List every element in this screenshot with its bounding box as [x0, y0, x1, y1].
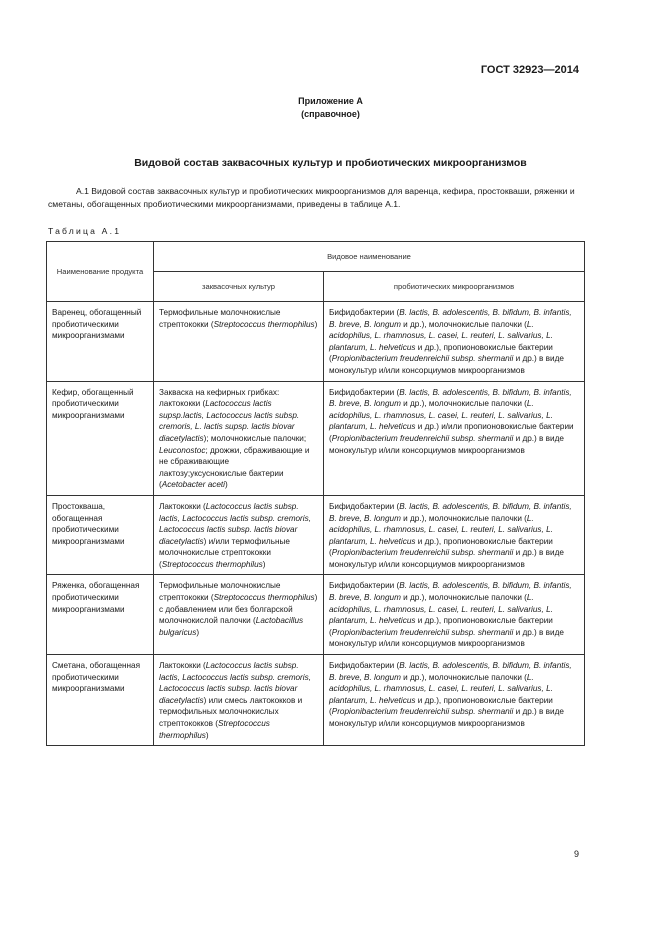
intro-paragraph: А.1 Видовой состав заквасочных культур и пробиотических микроорганизмов для варенца, кефира, простокваши, ряженки и сметаны, обогащенных пробиотическими микроорганизмами, приведены в таблице А.1. — [48, 186, 575, 209]
header-probiotic: пробиотических микроорганизмов — [324, 272, 585, 302]
product-cell: Ряженка, обогащенная пробиотическими микроорганизмами — [47, 575, 154, 655]
product-cell: Сметана, обогащенная пробиотическими микроорганизмами — [47, 655, 154, 746]
table-body — [47, 302, 585, 746]
page-number: 9 — [573, 849, 579, 859]
probiotic-cell: Бифидобактерии (B. lactis, B. adolescentis, B. bifidum, B. infantis, B. breve, B. longum и др.), молочнокислые палочки (L. acidophilus, L. rhamnosus, L. casei, L. reuteri, L. salivarius, L. plantarum, L. helveticus и др.), пропионовокислые бактерии (Propionibacterium freudenreichii subsp. shermanii и др.) в виде монокультур и/или консорциумов микроорганизмов — [324, 575, 585, 655]
starter-cell: Термофильные молочнокислые стрептококки (Streptococcus thermophilus) — [154, 302, 324, 382]
probiotic-cell: Бифидобактерии (B. lactis, B. adolescentis, B. bifidum, B. infantis, B. breve, B. longum и др.), молочнокислые палочки (L. acidophilus, L. rhamnosus, L. casei, L. reuteri, L. salivarius, L. plantarum, L. helveticus и др.), пропионовокислые бактерии (Propionibacterium freudenreichii subsp. shermanii и др.) в виде монокультур и/или консорциумов микроорганизмов — [324, 495, 585, 575]
table-row — [47, 655, 585, 746]
table-row — [47, 302, 585, 382]
table-caption: Таблица А.1 — [48, 226, 122, 236]
standard-number: ГОСТ 32923—2014 — [480, 64, 579, 76]
product-cell: Простокваша, обогащенная пробиотическими микроорганизмами — [47, 495, 154, 575]
header-product: Наименование продукта — [47, 242, 154, 302]
appendix-subtitle: (справочное) — [301, 109, 360, 119]
probiotic-cell: Бифидобактерии (B. lactis, B. adolescentis, B. bifidum, B. infantis, B. breve, B. longum и др.), молочнокислые палочки (L. acidophilus, L. rhamnosus, L. casei, L. reuteri, L. salivarius, L. plantarum, L. helveticus и др.), пропионовокислые бактерии (Propionibacterium freudenreichii subsp. shermanii и др.) в виде монокультур и/или консорциумов микроорганизмов — [324, 302, 585, 382]
table-row — [47, 381, 585, 495]
probiotic-cell: Бифидобактерии (B. lactis, B. adolescentis, B. bifidum, B. infantis, B. breve, B. longum и др.), молочнокислые палочки (L. acidophilus, L. rhamnosus, L. casei, L. reuteri, L. salivarius, L. plantarum, L. helveticus и др.), пропионовокислые бактерии (Propionibacterium freudenreichii subsp. shermanii и др.) в виде монокультур и/или консорциумов микроорганизмов — [324, 655, 585, 746]
starter-cell: Лактококки (Lactococcus lactis subsp. lactis, Lactococcus lactis subsp. cremoris, Lactococcus lactis subsp. lactis biovar diacetylactis) или смесь лактококков и термофильных молочнокислых стрептококков (Streptococcus thermophilus) — [154, 655, 324, 746]
starter-cell: Закваска на кефирных грибках: лактококки (Lactococcus lactis supsp.lactis, Lactococcus lactis subsp. cremoris, L. lactis supsp. lactis biovar diacetylactis); молочнокислые палочки; Leuconostoc; дрожжи, сбраживающие и не сбраживающие лактозу;уксуснокислые бактерии (Acetobacter aceti) — [154, 381, 324, 495]
product-cell: Варенец, обогащенный пробиотическими микроорганизмами — [47, 302, 154, 382]
starter-cell: Термофильные молочнокислые стрептококки (Streptococcus thermophilus) с добавлением или без болгарской молочнокислой палочки (Lactobacillus bulgaricus) — [154, 575, 324, 655]
table-row — [47, 575, 585, 655]
header-starter: заквасочных культур — [154, 272, 324, 302]
species-table — [46, 241, 585, 746]
appendix-title: Приложение А — [298, 96, 363, 106]
product-cell: Кефир, обогащенный пробиотическими микроорганизмами — [47, 381, 154, 495]
starter-cell: Лактококки (Lactococcus lactis subsp. lactis, Lactococcus lactis subsp. cremoris, Lactococcus lactis subsp. lactis biovar diacetylactis) и/или термофильные молочнокислые стрептококки (Streptococcus thermophilus) — [154, 495, 324, 575]
appendix-heading — [0, 95, 661, 121]
header-species: Видовое наименование — [154, 242, 585, 272]
table-row — [47, 495, 585, 575]
section-title: Видовой состав заквасочных культур и пробиотических микроорганизмов — [134, 157, 527, 169]
probiotic-cell: Бифидобактерии (B. lactis, B. adolescentis, B. bifidum, B. infantis, B. breve, B. longum и др.), молочнокислые палочки (L. acidophilus, L. rhamnosus, L. casei, L. reuteri, L. salivarius, L. plantarum, L. helveticus и др.) и/или пропионовокислые бактерии (Propionibacterium freudenreichii subsp. shermanii и др.) в виде монокультур и/или консорциумов микроорганизмов — [324, 381, 585, 495]
